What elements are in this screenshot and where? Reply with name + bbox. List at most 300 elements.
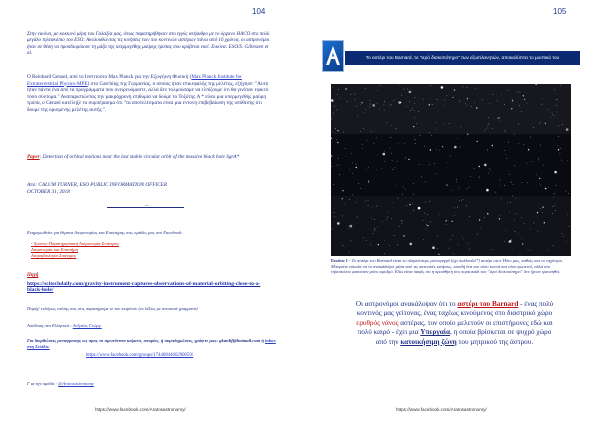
star-dot (429, 164, 430, 165)
star-dot (469, 187, 470, 188)
star-dot (358, 183, 359, 184)
star-dot (349, 251, 350, 252)
star-dot (444, 106, 445, 107)
star-dot (342, 198, 343, 199)
star-dot (533, 127, 534, 128)
star-dot (545, 123, 546, 124)
star-dot (363, 237, 364, 238)
source-url-link[interactable]: https://scitechdaily.com/gravity-instrument-captures-observations-of-material-orbiting-close-to-a-black-hole/ (27, 281, 261, 294)
group-handle-pre: Γ ια την ομάδα : (27, 381, 59, 386)
star-dot (410, 110, 411, 111)
intro-text: Στην εικόνα, με κοκκινό μέρη του Γαλαξία μας, όπως παρατηρήθηκαν στο εγγύς υπέρυθρο με το όργανο HACO στο πολύ μεγάλο τηλεσκόπιο του ESO. Ακολουθώντας τις κινήσεις των πιο κοντινών αστέρων πάνω από 16 χρόνια, οι αστρονόμοι ήταν σε θέση να προσδιορίσουν τη μάζα της υπερμεγέθης μαύρης τρύπας που κρύβεται εκεί. Εικόνα: ESO/S. Gillessen et al. (27, 31, 270, 57)
star-dot (489, 103, 490, 104)
star-dot (562, 233, 563, 234)
star-dot (415, 117, 416, 118)
star-dot (398, 198, 399, 199)
star-dot (438, 254, 439, 255)
star-dot (421, 177, 422, 178)
star-dot (520, 92, 521, 93)
star-dot (532, 161, 533, 162)
star-dot (558, 149, 559, 150)
star-dot (552, 112, 553, 113)
star-dot (539, 123, 540, 124)
star-dot (528, 149, 529, 150)
star-dot (488, 173, 489, 174)
star-dot (555, 210, 556, 211)
star-dot (467, 134, 468, 135)
star-dot (456, 182, 457, 183)
star-dot (540, 185, 541, 186)
star-dot (471, 106, 472, 107)
star-dot (415, 97, 416, 98)
star-dot (409, 91, 412, 94)
star-dot (436, 173, 437, 174)
star-dot (354, 94, 355, 95)
group-handle-link[interactable]: @Aratosastronomy (58, 381, 94, 386)
star-dot (492, 249, 493, 250)
star-dot (505, 230, 506, 231)
star-dot (356, 106, 357, 107)
star-dot (400, 102, 401, 103)
star-dot (426, 225, 427, 226)
star-dot (466, 189, 467, 190)
star-dot (394, 235, 395, 236)
star-dot (337, 94, 338, 95)
star-dot (376, 138, 377, 139)
star-dot (467, 98, 468, 99)
star-dot (412, 109, 413, 110)
star-dot (384, 104, 385, 105)
intro-paragraph (27, 31, 273, 60)
star-dot (509, 211, 510, 212)
star-dot (535, 84, 536, 85)
barnard-star-link[interactable]: αστέρι του Barnard (457, 300, 519, 308)
star-dot (423, 99, 424, 100)
star-dot (415, 139, 416, 140)
star-dot (515, 231, 516, 232)
star-dot (331, 228, 332, 229)
star-dot (504, 241, 505, 242)
star-dot (391, 218, 392, 219)
star-dot (368, 167, 369, 168)
star-dot (343, 245, 344, 246)
facebook-group-url[interactable]: https://www.facebook.com/groups/1744084460290059/ (86, 353, 194, 358)
star-dot (511, 108, 512, 109)
star-dot (566, 241, 567, 242)
star-dot (383, 153, 386, 156)
star-dot (401, 95, 402, 96)
star-dot (454, 89, 455, 90)
star-dot (373, 143, 374, 144)
group-link[interactable]: Αστροβιολογία Σπάνιμος (31, 252, 77, 258)
star-dot (538, 158, 539, 159)
star-dot (558, 136, 559, 137)
star-dot (369, 107, 370, 108)
star-field-photo (331, 84, 571, 256)
star-dot (406, 106, 407, 107)
star-dot (350, 225, 353, 228)
star-dot (542, 98, 543, 99)
star-dot (352, 173, 353, 174)
star-dot (345, 148, 346, 149)
credit-date: OCTOBER 31, 2018 (27, 188, 70, 195)
star-dot (410, 243, 413, 246)
star-dot (331, 155, 332, 156)
star-dot (477, 234, 478, 235)
star-dot (426, 228, 427, 229)
star-dot (509, 174, 510, 175)
star-dot (554, 171, 557, 174)
star-dot (453, 254, 454, 255)
star-dot (530, 229, 531, 230)
star-dot (499, 215, 500, 216)
star-dot (570, 86, 571, 87)
star-dot (444, 100, 445, 101)
star-dot (365, 88, 366, 89)
star-dot (475, 88, 476, 89)
corrections-text: Για διορθώσεις μεταφρασης ως προς το πρωτότυπο κείμενο, απορίες, ή συμπληρώσεις, γράψτε μας: gkanlif@hotmail.com ή (27, 338, 266, 343)
star-dot (429, 133, 430, 134)
star-dot (402, 223, 403, 224)
star-dot (513, 184, 514, 185)
star-dot (476, 107, 477, 108)
groups-intro: Ενημερωθείτε για θέματα Αστρονομίας και Επιστήμης στις ομάδες μας στο Facebook: (27, 230, 183, 235)
star-dot (556, 112, 557, 113)
star-dot (515, 213, 516, 214)
star-dot (552, 206, 553, 207)
star-dot (538, 160, 539, 161)
star-dot (556, 99, 557, 100)
star-dot (331, 119, 332, 120)
star-dot (454, 215, 455, 216)
star-dot (556, 185, 557, 186)
star-dot (446, 184, 447, 185)
star-dot (382, 221, 383, 222)
star-dot (399, 226, 400, 227)
star-dot (333, 113, 334, 114)
star-dot (480, 228, 481, 229)
star-dot (540, 145, 541, 146)
star-dot (520, 254, 521, 255)
star-dot (363, 112, 364, 113)
star-dot (403, 235, 404, 236)
star-dot (405, 158, 406, 159)
star-dot (524, 223, 525, 224)
star-dot (372, 207, 373, 208)
star-dot (425, 182, 426, 183)
star-dot (522, 182, 523, 183)
star-dot (343, 132, 344, 133)
star-dot (349, 228, 350, 229)
star-dot (510, 202, 511, 203)
star-dot (360, 104, 361, 105)
star-dot (507, 90, 508, 91)
star-dot (545, 188, 546, 189)
page-number: 104 (252, 7, 266, 16)
star-dot (337, 110, 338, 111)
star-dot (391, 105, 392, 106)
caption-label: Εικόνα 1 - (331, 258, 352, 263)
star-dot (368, 200, 369, 201)
star-dot (368, 181, 369, 182)
star-dot (336, 139, 337, 140)
star-dot (377, 206, 378, 207)
group-link[interactable]: - Χρονος-Παρατηρησιακή Αστρονομία Σπάνιμος (31, 240, 119, 246)
star-dot (468, 243, 469, 244)
star-dot (361, 102, 362, 103)
star-dot (450, 240, 451, 241)
star-dot (423, 220, 424, 221)
star-dot (372, 218, 373, 219)
star-dot (511, 182, 512, 183)
star-dot (527, 163, 528, 164)
star-dot (372, 104, 375, 107)
star-dot (505, 131, 506, 132)
star-dot (487, 213, 488, 214)
para-text-1: Οι αστρονόμοι ανακάλυψαν ότι το (355, 300, 458, 308)
star-dot (397, 245, 398, 246)
star-dot (527, 182, 528, 183)
star-dot (418, 111, 419, 112)
star-dot (537, 212, 538, 213)
star-dot (458, 187, 459, 188)
star-dot (542, 104, 543, 105)
translator-pre: Απόδοση στα Ελληνικά : (27, 323, 73, 328)
star-dot (390, 148, 391, 149)
star-dot (542, 207, 543, 208)
star-dot (376, 169, 377, 170)
star-dot (477, 141, 478, 142)
habitable-zone-link[interactable]: κατοικήσιμη ζώνη (400, 337, 457, 346)
star-dot (507, 158, 508, 159)
star-dot (415, 143, 416, 144)
caption-text: Το αστέρι του Barnard είναι το πλησιέστερο μονοφυγγά (όχι πολλαπλό*) αστέρι στον Ήλιο μας, καθώς και το ταχύτερο. Μπορείτε εύκολα να το ανακάλυψτε μέσα από τις ακτινικές κινήσεις, επειδή ένα πιο τόσο κοντά και τόσο φωτεινό, αλλά στο τηλεσκόπιο φαινόταν μόνο αμυδρό. Εδώ είναι σαφές ότι η προσθήκη στο πορτοκαλί του "ιερό δισκοπότηρο" δεν έχουν ερευνηθεί. (331, 258, 564, 274)
star-dot (429, 104, 430, 105)
star-dot (466, 205, 467, 206)
star-dot (367, 140, 368, 141)
star-dot (474, 102, 475, 103)
star-dot (339, 174, 340, 175)
star-dot (484, 164, 487, 167)
star-dot (557, 99, 558, 100)
star-dot (356, 164, 357, 165)
star-dot (467, 87, 468, 88)
star-dot (404, 89, 405, 90)
star-dot (505, 130, 506, 131)
star-dot (524, 99, 525, 100)
page-footer-url[interactable]: https://www.facebook.com/Aratosastronomy/ (396, 407, 487, 412)
group-link[interactable]: Αστρονομία και Επιστήμη (31, 246, 78, 252)
genzel-text-post: ) στο Garching της Γερμανίας, ο οποίος ήταν επικεφαλής της μελέτης, εξήγησε: "Αυτό ήταν πάντα ένα από τα προγράμματα που ονειρευόμαστε, αλλά δεν τολμούσαμε να ελπίζουμε ότι θα γινόταν εφικτό τόσο σύντομα." Αναπαριστώντας την μακρόχρονη επιθυμία να δούμε το Τοξότης A * είναι μια υπερμεγέθης μαύρη τρύπα, ο Genzel κατέληξε το συμπέρασμα ότι "τα αποτελέσματα είναι μια έντονη επιβεβαίωση της υπόθεσης ότι δουμε της ορισμένης μελέτης αυτής ". (27, 80, 269, 113)
star-dot (392, 169, 393, 170)
star-dot (565, 191, 566, 192)
star-dot (405, 190, 406, 191)
star-dot (420, 135, 421, 136)
star-dot (460, 147, 461, 148)
star-dot (515, 198, 516, 199)
star-dot (377, 90, 378, 91)
star-dot (423, 239, 424, 240)
star-dot (512, 196, 513, 197)
star-dot (509, 240, 512, 243)
star-dot (339, 165, 340, 166)
star-dot (373, 233, 374, 234)
star-dot (544, 222, 545, 223)
star-dot (360, 131, 361, 132)
star-dot (366, 240, 367, 241)
star-dot (362, 144, 363, 145)
star-dot (547, 109, 548, 110)
star-dot (454, 208, 455, 209)
mpe-link[interactable]: Max Planck Institute for Extraterrestrial Physics-MPE (27, 74, 242, 87)
star-dot (377, 227, 378, 228)
star-dot (362, 148, 363, 149)
star-dot (425, 202, 426, 203)
star-dot (501, 185, 502, 186)
star-dot (504, 104, 505, 105)
star-dot (530, 137, 531, 138)
star-dot (360, 188, 361, 189)
star-dot (504, 150, 505, 151)
star-dot (384, 101, 385, 102)
star-dot (492, 94, 493, 95)
star-dot (387, 211, 388, 212)
star-dot (540, 121, 541, 122)
star-dot (407, 89, 408, 90)
star-dot (514, 165, 515, 166)
star-dot (451, 190, 452, 191)
inbox-link[interactable]: inbox στη Σελίδα: (27, 338, 276, 349)
star-dot (389, 246, 390, 247)
star-dot (500, 180, 501, 181)
star-dot (355, 99, 356, 100)
star-dot (454, 146, 457, 149)
star-dot (371, 131, 372, 132)
star-dot (459, 101, 460, 102)
star-dot (469, 216, 470, 217)
star-dot (356, 202, 357, 203)
star-dot (338, 89, 339, 90)
star-dot (335, 128, 336, 129)
star-dot (430, 98, 431, 99)
star-dot (349, 226, 350, 227)
star-dot (386, 123, 387, 124)
star-dot (378, 244, 379, 245)
star-dot (508, 242, 509, 243)
star-dot (567, 160, 568, 161)
star-dot (539, 178, 540, 179)
star-dot (463, 87, 464, 88)
star-dot (351, 153, 352, 154)
genzel-text-pre: O Reinhard Genzel, από το Ινστιτούτο Max Planck για την Εξωγήινη Φυσική ( (27, 74, 192, 80)
star-dot (490, 170, 491, 171)
star-dot (334, 216, 335, 217)
star-dot (435, 122, 436, 123)
star-dot (380, 85, 381, 86)
star-dot (384, 110, 385, 111)
image-caption (331, 258, 571, 275)
star-dot (374, 219, 375, 220)
star-dot (501, 198, 502, 199)
star-dot (414, 110, 415, 111)
star-dot (333, 184, 334, 185)
star-dot (456, 179, 457, 180)
star-dot (523, 95, 524, 96)
star-dot (418, 207, 421, 210)
star-dot (349, 169, 350, 170)
article-title-banner: Το αστέρι του Barnard, το "ιερό δισκοπότηρο" των εξωπλανητών, αποκαλύπτει το μυστικό του (345, 51, 580, 65)
star-dot (377, 103, 378, 104)
star-dot (519, 105, 520, 106)
star-dot (368, 205, 369, 206)
star-dot (558, 125, 559, 126)
star-dot (331, 166, 332, 167)
star-dot (479, 219, 480, 220)
star-dot (413, 194, 414, 195)
star-dot (562, 124, 563, 125)
star-dot (497, 101, 498, 102)
credit-author: Από: CALUM TURNER, ESO PUBLIC INFORMATION OFFICER (27, 182, 168, 188)
star-dot (430, 149, 431, 150)
star-dot (397, 161, 398, 162)
star-dot (556, 105, 557, 106)
star-dot (554, 89, 555, 90)
star-dot (363, 128, 364, 129)
star-dot (331, 138, 332, 139)
star-dot (391, 125, 392, 126)
star-dot (413, 183, 414, 184)
page-footer-url[interactable]: https://www.facebook.com/Aratosastronomy/ (95, 407, 186, 412)
star-dot (334, 212, 335, 213)
star-dot (465, 104, 466, 105)
star-dot (555, 205, 556, 206)
star-dot (517, 91, 518, 92)
star-dot (505, 154, 506, 155)
star-dot (518, 233, 519, 234)
translator-name-link[interactable]: Ανδρέας Γεώργ. (72, 323, 102, 328)
star-dot (450, 156, 451, 157)
star-dot (342, 190, 343, 191)
paper-label: Paper (27, 154, 40, 160)
star-dot (484, 217, 485, 218)
group-handle-line (27, 381, 94, 386)
star-dot (396, 128, 397, 129)
star-dot (375, 230, 376, 231)
star-dot (499, 218, 500, 219)
super-earth-link[interactable]: Υπεργαία (420, 328, 450, 337)
star-dot (414, 103, 415, 104)
page-number: 105 (553, 7, 567, 16)
star-dot (435, 129, 436, 130)
star-dot (441, 86, 444, 89)
star-dot (567, 214, 568, 215)
star-dot (390, 105, 391, 106)
star-dot (446, 220, 447, 221)
star-dot (479, 166, 480, 167)
star-dot (396, 185, 397, 186)
star-dot (523, 144, 524, 145)
star-dot (384, 253, 385, 254)
star-dot (486, 189, 489, 192)
star-dot (540, 208, 541, 209)
star-dot (548, 187, 549, 188)
star-dot (351, 241, 352, 242)
star-dot (342, 216, 343, 217)
star-dot (437, 99, 438, 100)
star-dot (462, 236, 463, 237)
star-dot (501, 120, 502, 121)
star-dot (391, 137, 392, 138)
